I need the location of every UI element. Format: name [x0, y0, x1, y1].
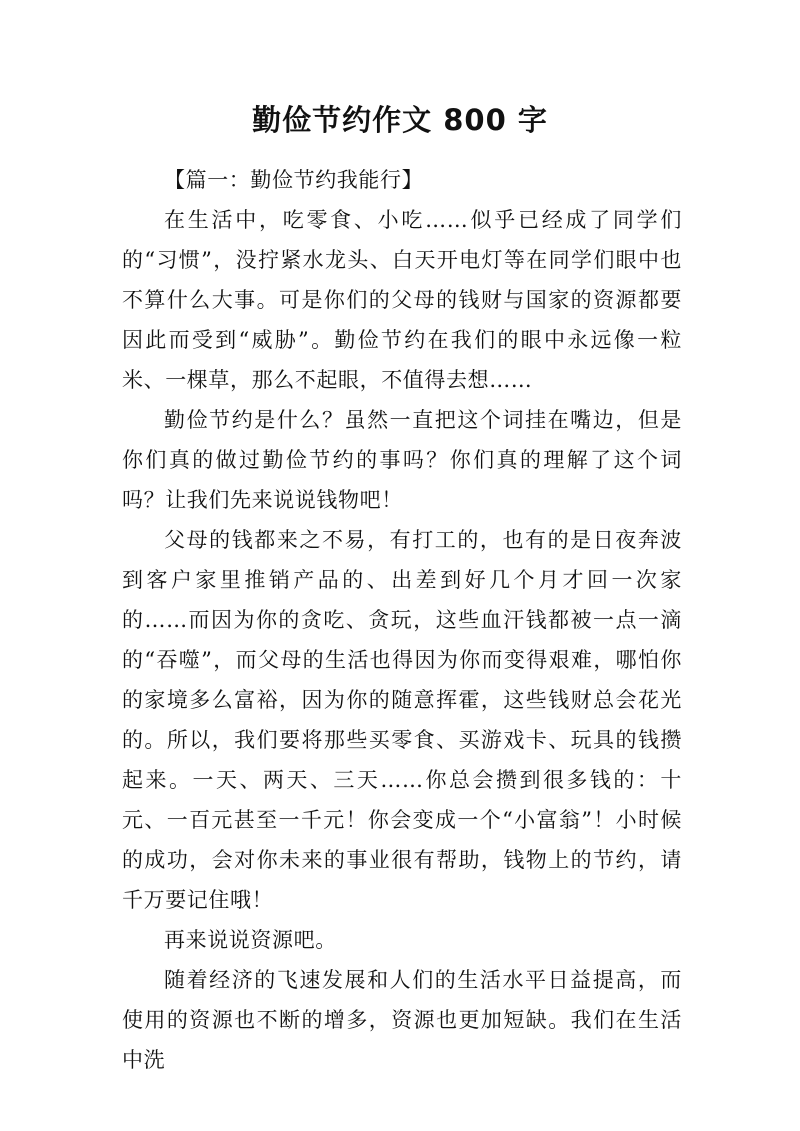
paragraph-5: 随着经济的飞速发展和人们的生活水平日益提高，而使用的资源也不断的增多，资源也更加短缺。我们在生活中洗	[122, 968, 682, 1072]
document-title: 勤俭节约作文 800 字	[252, 103, 548, 137]
document-body	[122, 160, 682, 1080]
paragraph-4: 再来说说资源吧。	[164, 928, 337, 952]
paragraph-1: 在生活中，吃零食、小吃……似乎已经成了同学们的“习惯”，没拧紧水龙头、白天开电灯等在同学们眼中也不算什么大事。可是你们的父母的钱财与国家的资源都要因此而受到“威胁”。勤俭节约在我们的眼中永远像一粒米、一棵草，那么不起眼，不值得去想……	[122, 208, 682, 392]
section-heading: 【篇一：勤俭节约我能行】	[164, 168, 424, 192]
paragraph-3: 父母的钱都来之不易，有打工的，也有的是日夜奔波到客户家里推销产品的、出差到好几个月才回一次家的……而因为你的贪吃、贪玩，这些血汗钱都被一点一滴的“吞噬”，而父母的生活也得因为你而变得艰难，哪怕你的家境多么富裕，因为你的随意挥霍，这些钱财总会花光的。所以，我们要将那些买零食、买游戏卡、玩具的钱攒起来。一天、两天、三天……你总会攒到很多钱的：十元、一百元甚至一千元！你会变成一个“小富翁”！小时候的成功，会对你未来的事业很有帮助，钱物上的节约，请千万要记住哦！	[122, 528, 682, 912]
paragraph-2: 勤俭节约是什么？虽然一直把这个词挂在嘴边，但是你们真的做过勤俭节约的事吗？你们真的理解了这个词吗？让我们先来说说钱物吧！	[122, 408, 682, 512]
